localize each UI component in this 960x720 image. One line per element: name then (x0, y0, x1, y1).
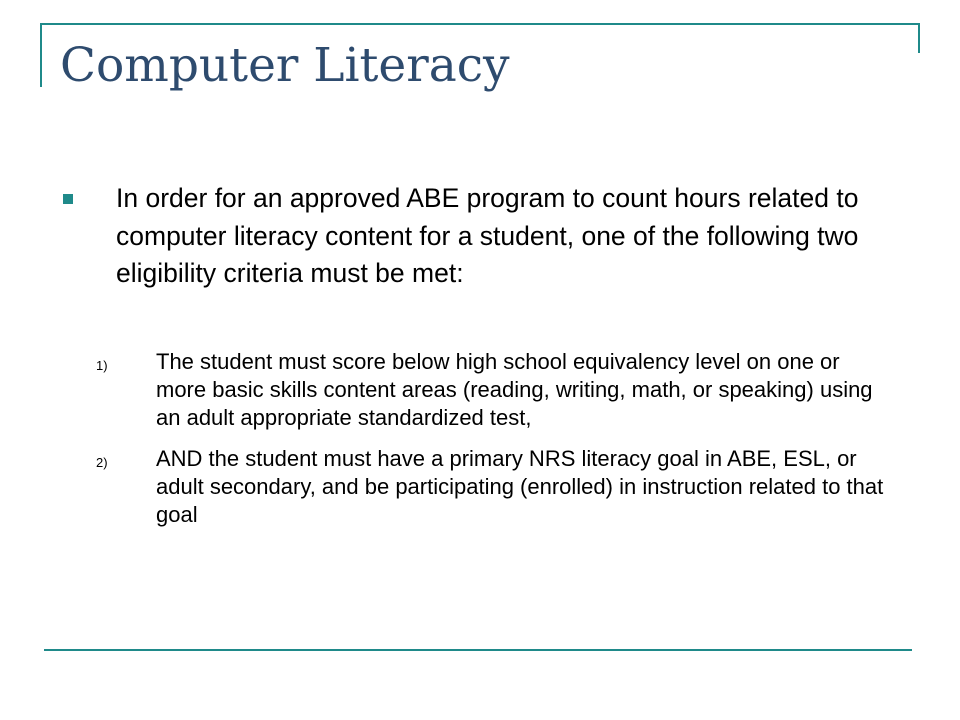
main-bullet (60, 180, 870, 293)
criteria-number: 2) (96, 455, 108, 470)
frame-right-line (918, 23, 920, 53)
criteria-text: The student must score below high school equivalency level on one or more basic skills content areas (reading, writing, math, or speaking) using an adult appropriate standardized test, (156, 349, 873, 430)
frame-left-line (40, 23, 42, 87)
criteria-list (94, 348, 894, 542)
square-bullet-icon (63, 194, 73, 204)
frame-bottom-line (44, 649, 912, 651)
criteria-text: AND the student must have a primary NRS literacy goal in ABE, ESL, or adult secondary, and be participating (enrolled) in instruction related to that goal (156, 446, 884, 527)
main-bullet-text: In order for an approved ABE program to count hours related to computer literacy content for a student, one of the following two eligibility criteria must be met: (116, 183, 859, 288)
criteria-number: 1) (96, 358, 108, 373)
criteria-item-2 (94, 445, 894, 529)
slide-title: Computer Literacy (60, 38, 510, 93)
criteria-item-1 (94, 348, 894, 432)
frame-top-line (40, 23, 920, 25)
